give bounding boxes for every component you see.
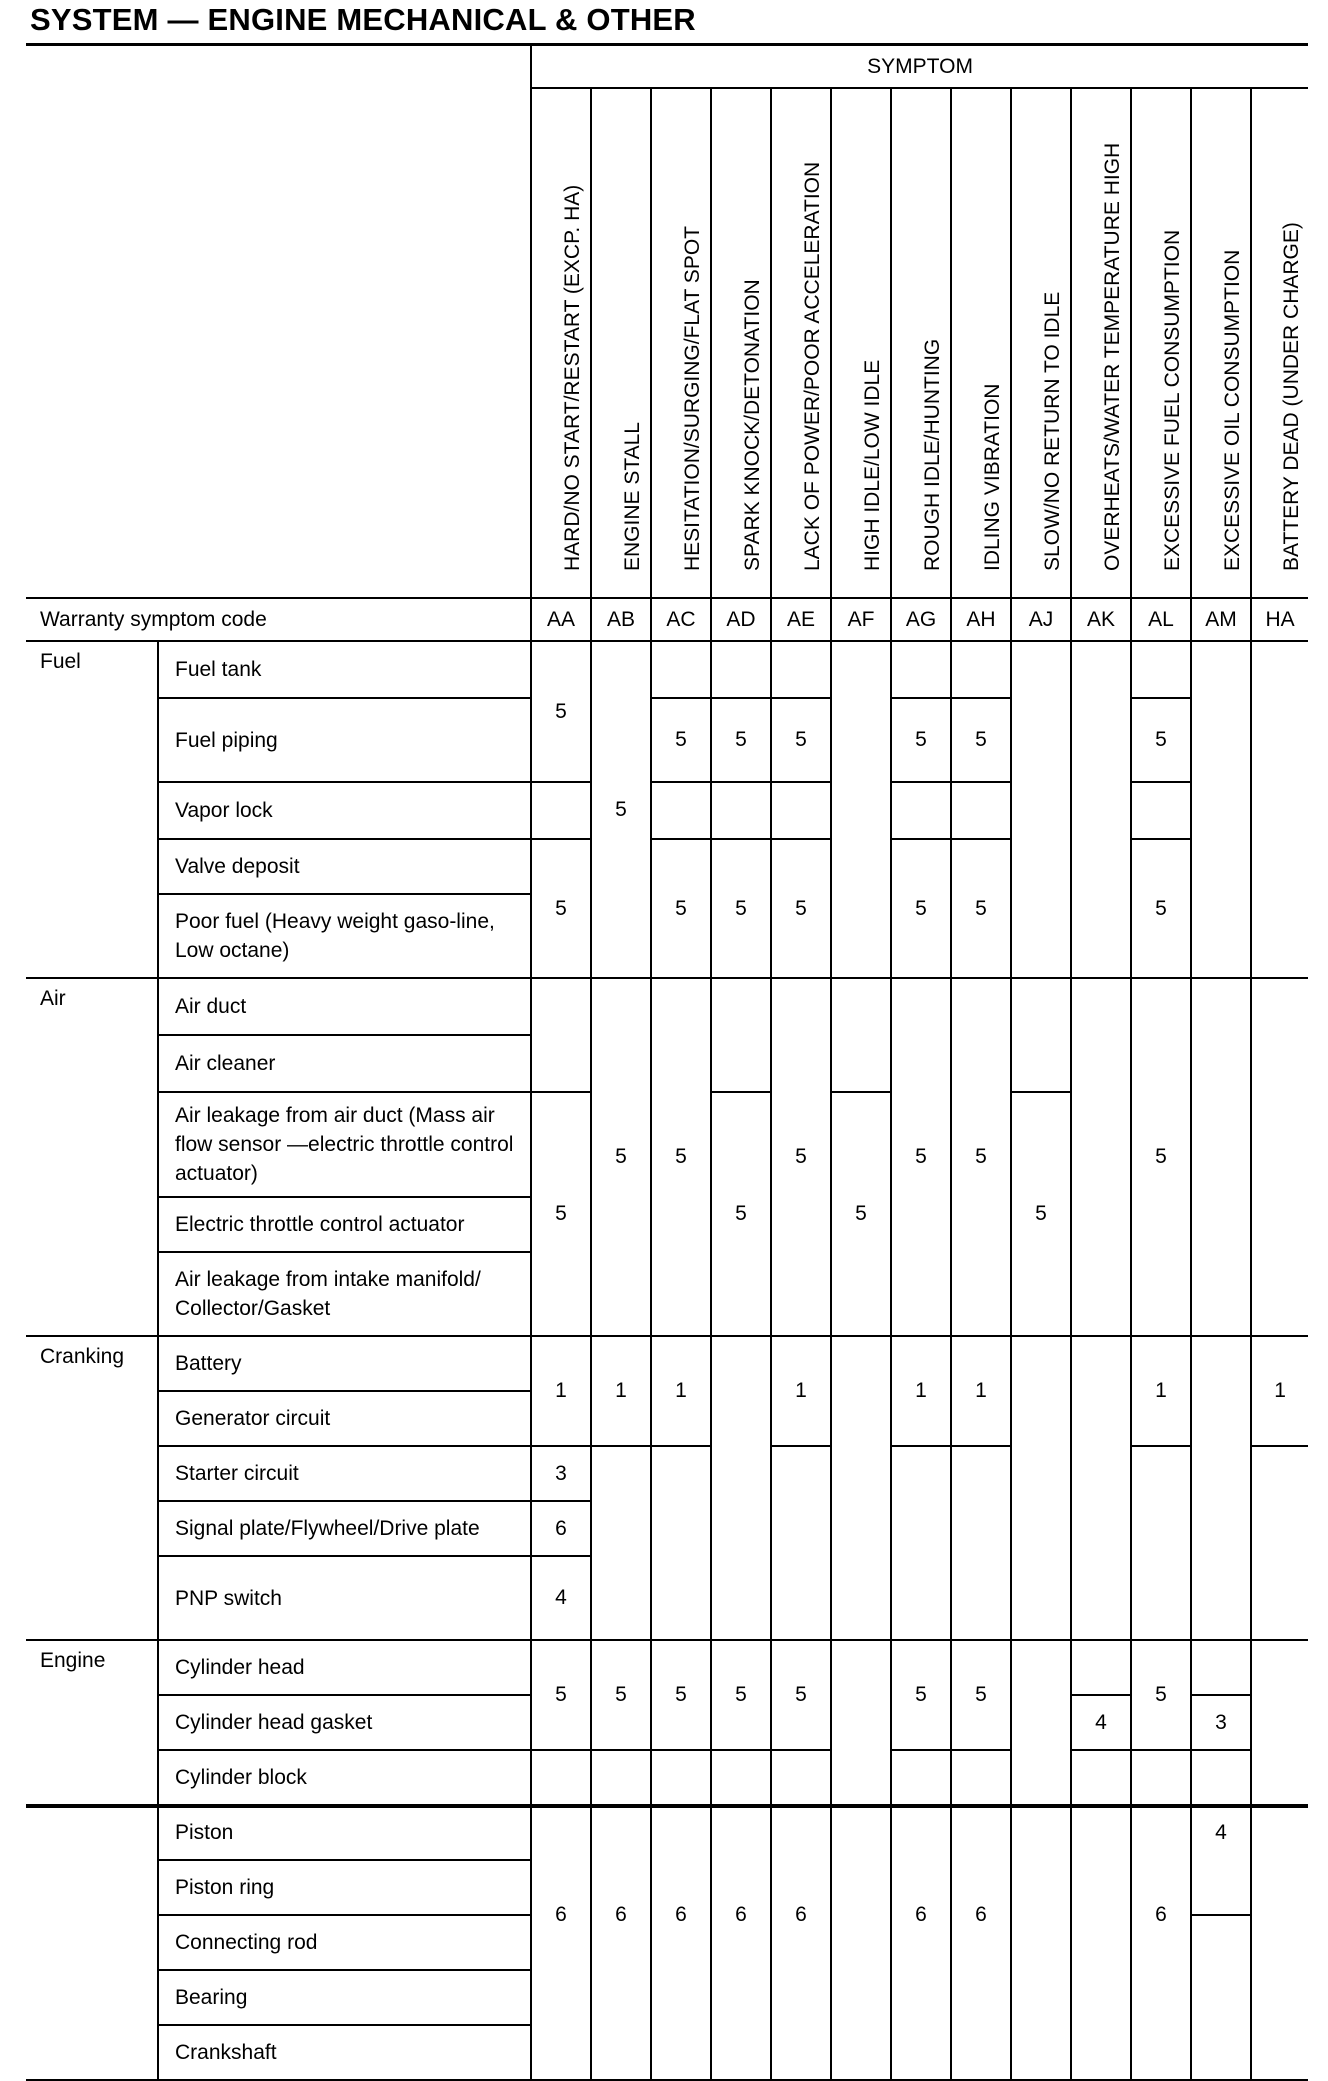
empty-cell	[1071, 1336, 1131, 1640]
column-header: EXCESSIVE FUEL CONSUMPTION	[1131, 88, 1191, 598]
empty-cell	[1131, 782, 1191, 839]
empty-cell	[531, 978, 591, 1092]
group-fuel: Fuel	[26, 641, 158, 978]
warranty-code: HA	[1251, 598, 1308, 641]
column-header: ROUGH IDLE/HUNTING	[891, 88, 951, 598]
value-cell: 5	[651, 698, 711, 782]
empty-cell	[891, 641, 951, 698]
value-cell: 5	[771, 978, 831, 1336]
value-cell: 4	[1191, 1750, 1251, 1915]
value-cell: 5	[651, 1640, 711, 1750]
warranty-code: AA	[531, 598, 591, 641]
value-cell: 5	[531, 1640, 591, 1750]
value-cell: 5	[951, 1640, 1011, 1750]
empty-cell	[1131, 641, 1191, 698]
value-cell: 5	[711, 839, 771, 978]
column-header: HESITATION/SURGING/FLAT SPOT	[651, 88, 711, 598]
empty-cell	[1011, 641, 1071, 978]
value-cell: 4	[1071, 1695, 1131, 1750]
warranty-code: AE	[771, 598, 831, 641]
warranty-code: AD	[711, 598, 771, 641]
value-cell: 5	[591, 1640, 651, 1750]
warranty-code: AF	[831, 598, 891, 641]
value-cell: 5	[531, 839, 591, 978]
item-air-leakage-duct: Air leakage from air duct (Mass air flow sensor —electric throttle control actuator)	[158, 1092, 531, 1197]
value-cell: 5	[711, 1640, 771, 1750]
empty-cell	[1191, 641, 1251, 978]
item-electric-throttle: Electric throttle control actuator	[158, 1197, 531, 1252]
item-fuel-piping: Fuel piping	[158, 698, 531, 782]
header-blank	[26, 46, 531, 598]
value-cell: 1	[891, 1336, 951, 1446]
value-cell: 5	[651, 978, 711, 1336]
warranty-code: AM	[1191, 598, 1251, 641]
value-cell: 4	[531, 1556, 591, 1640]
value-cell: 5	[711, 1092, 771, 1336]
empty-cell	[1251, 1640, 1308, 2080]
warranty-code: AC	[651, 598, 711, 641]
empty-cell	[951, 641, 1011, 698]
column-header: HARD/NO START/RESTART (EXCP. HA)	[531, 88, 591, 598]
item-connecting-rod: Connecting rod	[158, 1915, 531, 1970]
item-cylinder-head: Cylinder head	[158, 1640, 531, 1695]
empty-cell	[1071, 978, 1131, 1336]
empty-cell	[1071, 1640, 1131, 1695]
empty-cell	[771, 641, 831, 698]
value-cell: 5	[591, 641, 651, 978]
item-piston: Piston	[158, 1805, 531, 1860]
empty-cell	[591, 1446, 651, 1640]
warranty-code: AH	[951, 598, 1011, 641]
column-header: BATTERY DEAD (UNDER CHARGE)	[1251, 88, 1308, 598]
empty-cell	[951, 1446, 1011, 1640]
empty-cell	[651, 1446, 711, 1640]
value-cell: 5	[951, 698, 1011, 782]
value-cell: 6	[531, 1750, 591, 2080]
value-cell: 5	[771, 1640, 831, 1750]
item-bearing: Bearing	[158, 1970, 531, 2025]
empty-cell	[771, 1446, 831, 1640]
empty-cell	[531, 782, 591, 839]
column-header: SLOW/NO RETURN TO IDLE	[1011, 88, 1071, 598]
value-cell: 5	[891, 698, 951, 782]
value-cell: 1	[1131, 1336, 1191, 1446]
empty-cell	[1251, 641, 1308, 978]
empty-cell	[1191, 978, 1251, 1336]
column-header: HIGH IDLE/LOW IDLE	[831, 88, 891, 598]
value-cell: 6	[711, 1750, 771, 2080]
empty-cell	[831, 978, 891, 1092]
empty-cell	[711, 641, 771, 698]
empty-cell	[1011, 1640, 1071, 2080]
column-header: SPARK KNOCK/DETONATION	[711, 88, 771, 598]
item-vapor-lock: Vapor lock	[158, 782, 531, 839]
item-generator-circuit: Generator circuit	[158, 1391, 531, 1446]
value-cell: 6	[531, 1501, 591, 1556]
item-air-leakage-manifold: Air leakage from intake manifold/ Collector/Gasket	[158, 1252, 531, 1336]
value-cell: 3	[1191, 1695, 1251, 1750]
value-cell: 5	[531, 641, 591, 782]
value-cell: 5	[891, 839, 951, 978]
item-battery: Battery	[158, 1336, 531, 1391]
column-header: LACK OF POWER/POOR ACCELERATION	[771, 88, 831, 598]
value-cell: 5	[711, 698, 771, 782]
empty-cell	[1071, 1750, 1131, 2080]
empty-cell	[831, 641, 891, 978]
empty-cell	[1251, 1446, 1308, 1640]
value-cell: 1	[1251, 1336, 1308, 1446]
value-cell: 6	[1131, 1750, 1191, 2080]
empty-cell	[831, 1640, 891, 2080]
value-cell: 5	[591, 978, 651, 1336]
value-cell: 5	[951, 978, 1011, 1336]
item-cylinder-block: Cylinder block	[158, 1750, 531, 1805]
empty-cell	[711, 978, 771, 1092]
empty-cell	[711, 782, 771, 839]
item-piston-ring: Piston ring	[158, 1860, 531, 1915]
empty-cell	[1011, 978, 1071, 1092]
value-cell: 6	[951, 1750, 1011, 2080]
item-fuel-tank: Fuel tank	[158, 641, 531, 698]
value-cell: 1	[651, 1336, 711, 1446]
warranty-code: AJ	[1011, 598, 1071, 641]
value-cell: 5	[651, 839, 711, 978]
item-signal-plate: Signal plate/Flywheel/Drive plate	[158, 1501, 531, 1556]
item-cylinder-head-gasket: Cylinder head gasket	[158, 1695, 531, 1750]
empty-cell	[891, 782, 951, 839]
page-title: SYSTEM — ENGINE MECHANICAL & OTHER	[30, 2, 696, 37]
warranty-code-label: Warranty symptom code	[26, 598, 531, 641]
value-cell: 5	[771, 839, 831, 978]
value-cell: 5	[831, 1092, 891, 1336]
empty-cell	[1131, 1446, 1191, 1640]
value-cell: 6	[771, 1750, 831, 2080]
empty-cell	[651, 641, 711, 698]
empty-cell	[1071, 641, 1131, 978]
value-cell: 3	[531, 1446, 591, 1501]
value-cell: 1	[591, 1336, 651, 1446]
bottom-rule	[26, 1804, 1308, 1808]
empty-cell	[711, 1336, 771, 1640]
value-cell: 6	[651, 1750, 711, 2080]
symptom-header: SYMPTOM	[531, 46, 1308, 88]
item-starter-circuit: Starter circuit	[158, 1446, 531, 1501]
value-cell: 6	[591, 1750, 651, 2080]
item-crankshaft: Crankshaft	[158, 2025, 531, 2080]
empty-cell	[1191, 1640, 1251, 1695]
empty-cell	[1251, 978, 1308, 1336]
warranty-code: AL	[1131, 598, 1191, 641]
value-cell: 5	[1131, 978, 1191, 1336]
empty-cell	[771, 782, 831, 839]
item-valve-deposit: Valve deposit	[158, 839, 531, 894]
value-cell: 5	[1131, 839, 1191, 978]
empty-cell	[831, 1336, 891, 1640]
column-header: IDLING VIBRATION	[951, 88, 1011, 598]
value-cell: 5	[1131, 698, 1191, 782]
group-engine: Engine	[26, 1640, 158, 2080]
column-header: ENGINE STALL	[591, 88, 651, 598]
empty-cell	[891, 1446, 951, 1640]
value-cell: 5	[891, 1640, 951, 1750]
item-air-duct: Air duct	[158, 978, 531, 1035]
item-air-cleaner: Air cleaner	[158, 1035, 531, 1092]
warranty-code: AK	[1071, 598, 1131, 641]
column-header: EXCESSIVE OIL CONSUMPTION	[1191, 88, 1251, 598]
value-cell: 5	[1131, 1640, 1191, 1750]
value-cell: 1	[771, 1336, 831, 1446]
column-header: OVERHEATS/WATER TEMPERATURE HIGH	[1071, 88, 1131, 598]
empty-cell	[1011, 1336, 1071, 1640]
group-air: Air	[26, 978, 158, 1336]
warranty-code: AG	[891, 598, 951, 641]
value-cell: 5	[1011, 1092, 1071, 1336]
item-poor-fuel: Poor fuel (Heavy weight gaso-line, Low octane)	[158, 894, 531, 978]
group-cranking: Cranking	[26, 1336, 158, 1640]
value-cell: 5	[531, 1092, 591, 1336]
value-cell: 1	[951, 1336, 1011, 1446]
value-cell: 5	[771, 698, 831, 782]
warranty-code: AB	[591, 598, 651, 641]
empty-cell	[1191, 1336, 1251, 1640]
value-cell: 5	[951, 839, 1011, 978]
empty-cell	[1191, 1915, 1251, 2080]
empty-cell	[951, 782, 1011, 839]
value-cell: 5	[891, 978, 951, 1336]
item-pnp-switch: PNP switch	[158, 1556, 531, 1640]
empty-cell	[651, 782, 711, 839]
symptom-table	[26, 46, 1308, 2081]
value-cell: 1	[531, 1336, 591, 1446]
value-cell: 6	[891, 1750, 951, 2080]
